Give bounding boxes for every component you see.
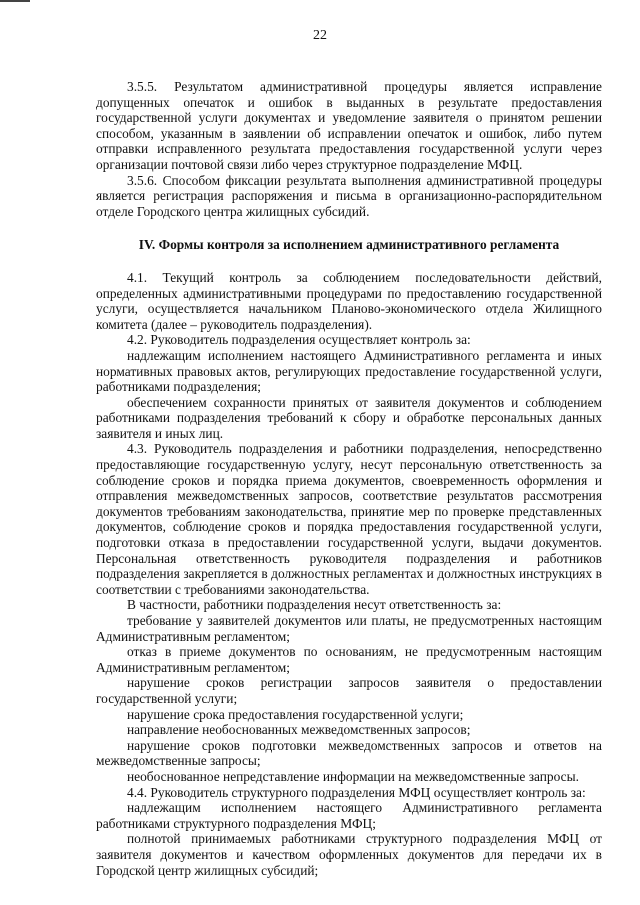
responsibility-item-1: требование у заявителей документов или платы, не предусмотренных настоящим Административным регламентом; <box>96 613 602 644</box>
scan-corner-mark <box>0 0 30 2</box>
paragraph-responsibility-intro: В частности, работники подразделения несут ответственность за: <box>127 597 502 613</box>
page-number: 22 <box>313 28 327 43</box>
paragraph-4-2: 4.2. Руководитель подразделения осуществляет контроль за: <box>127 332 471 348</box>
responsibility-item-3: нарушение сроков регистрации запросов заявителя о предоставлении государственной услуги; <box>96 675 602 706</box>
section-heading-iv: IV. Формы контроля за исполнением административного регламента <box>138 237 560 253</box>
paragraph-3-5-5: 3.5.5. Результатом административной процедуры является исправление допущенных опечаток и ошибок в выданных в результате предоставления государственной услуги документах и уведомление заявителя о принятом решении способом, указанным в заявлении об исправлении опечаток и ошибок, либо путем отправки исправленного результата предоставления государственной услуги через организации почтовой связи либо через структурное подразделение МФЦ. <box>96 79 602 172</box>
paragraph-4-3: 4.3. Руководитель подразделения и работники подразделения, непосредственно предоставляющие государственную услугу, несут персональную ответственность за соблюдение сроков и порядка приема документов, своевременность оформления и отправления межведомственных запросов, соответствие результатов рассмотрения документов требованиям законодательства, принятие мер по проверке представленных документов, соблюдение сроков и порядка предоставления государственной услуги, подготовки отказа в предоставлении государственной услуги, выдачи документов. Персональная ответственность руководителя подразделения и работников подразделения закрепляется в должностных регламентах и должностных инструкциях в соответствии с требованиями законодательства. <box>96 441 602 597</box>
responsibility-item-6: нарушение сроков подготовки межведомственных запросов и ответов на межведомственные запросы; <box>96 737 602 769</box>
paragraph-4-4-item-1: надлежащим исполнением настоящего Административного регламента работниками структурного подразделения МФЦ; <box>96 800 602 831</box>
document-body <box>96 79 602 878</box>
paragraph-4-4-item-2: полнотой принимаемых работниками структурного подразделения МФЦ от заявителя документов и качеством оформленных документов для передачи их в Городской центр жилищных субсидий; <box>96 831 602 878</box>
responsibility-item-2: отказ в приеме документов по основаниям, не предусмотренным настоящим Административным регламентом; <box>96 644 602 675</box>
responsibility-item-7: необоснованное непредставление информации на межведомственные запросы. <box>127 768 579 784</box>
paragraph-4-1: 4.1. Текущий контроль за соблюдением последовательности действий, определенных административными процедурами по предоставлению государственной услуги, осуществляется начальником Планово-экономического отдела Жилищного комитета (далее – руководитель подразделения). <box>96 269 602 332</box>
responsibility-item-5: направление необоснованных межведомственных запросов; <box>127 722 471 738</box>
paragraph-3-5-6: 3.5.6. Способом фиксации результата выполнения административной процедуры является регистрация распоряжения и письма в организационно-распорядительном отделе Городского центра жилищных субсидий. <box>96 172 602 219</box>
responsibility-item-4: нарушение срока предоставления государственной услуги; <box>127 706 464 722</box>
paragraph-4-4: 4.4. Руководитель структурного подразделения МФЦ осуществляет контроль за: <box>127 784 586 800</box>
paragraph-4-2-item-1: надлежащим исполнением настоящего Административного регламента и иных нормативных правовых актов, регулирующих предоставление государственной услуги, работниками подразделения; <box>96 347 602 395</box>
paragraph-4-2-item-2: обеспечением сохранности принятых от заявителя документов и соблюдением работниками подразделения требований к сбору и обработке персональных данных заявителя и иных лиц. <box>96 394 602 441</box>
